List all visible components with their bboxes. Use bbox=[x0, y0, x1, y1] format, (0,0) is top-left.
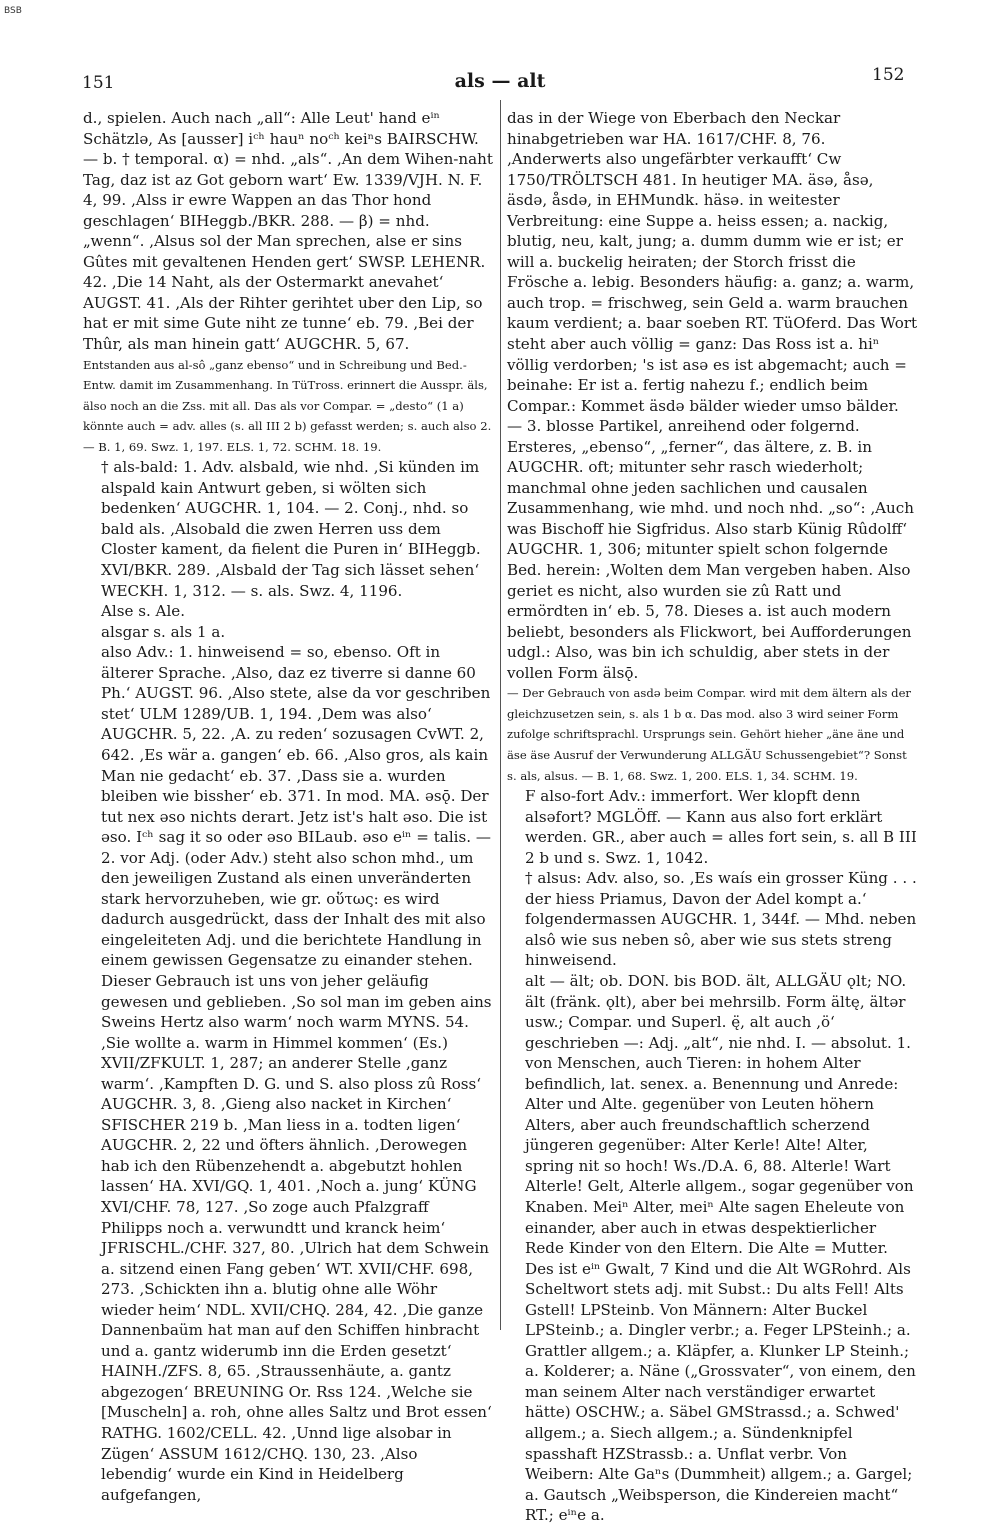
library-stamp: BSB bbox=[4, 6, 22, 16]
right-column bbox=[507, 108, 918, 1526]
dictionary-entry: † alsus: Adv. also, so. ‚Es waís ein grosser Küng . . . der hiess Priamus, Davon der Adel kompt a.‘ folgendermassen AUGCHR. 1, 344f. — Mhd. neben alsô wie sus neben sô, aber wie sus stets streng hinweisend. bbox=[525, 869, 917, 970]
dictionary-entry: alsgar s. als 1 a. bbox=[101, 622, 226, 641]
remark-paragraph: Entstanden aus al-sô „ganz ebenso“ und in Schreibung und Bed.-Entw. damit im Zusammenhang. In TüTross. erinnert die Ausspr. äls, älso noch an die Zss. mit all. Das als vor Compar. = „desto“ (1 a) könnte auch = adv. alles (s. all III 2 b) gefasst werden; s. auch also 2. — B. 1, 69. Swz. 1, 197. ELS. 1, 72. SCHM. 18. 19. bbox=[83, 357, 492, 454]
page-number-right: 152 bbox=[872, 65, 905, 85]
dictionary-entry: also Adv.: 1. hinweisend = so, ebenso. Oft in älterer Sprache. ‚Also, daz ez tiverre si danne 60 Ph.‘ AUGST. 96. ‚Also stete, alse da vor geschriben stet‘ ULM 1289/UB. 1, 194. ‚Dem was also‘ AUGCHR. 5, 22. ‚A. zu reden‘ sozusagen CvWT. 2, 642. ‚Es wär a. gangen‘ eb. 66. ‚Also gros, als kain Man nie gedacht‘ eb. 37. ‚Dass sie a. wurden bleiben wie bissher‘ eb. 371. In mod. MA. əsǭ. Der tut nex əso nichts derart. Jetz ist's halt əso. Die ist əso. Iᶜʰ sag it so oder əso BILaub. əso eⁱⁿ = talis. — 2. vor Adj. (oder Adv.) steht also schon mhd., um den jeweiligen Zustand als einen unveränderten stark hervorzuheben, wie gr. οὕτως: es wird dadurch ausgedrückt, dass der Inhalt des mit also eingeleiteten Adj. und die berichtete Handlung in einem gewissen Gegensatze zu einander stehen. Dieser Gebrauch ist uns von jeher geläufig gewesen und geblieben. ‚So sol man im geben ains Sweins Hertz also warm‘ noch warm MYNS. 54. ‚Sie wollte a. warm in Himmel kommen‘ (Es.) XVII/ZFKULT. 1, 287; an anderer Stelle ‚ganz warm‘. ‚Kampften D. G. und S. also ploss zû Ross‘ AUGCHR. 3, 8. ‚Gieng also nacket in Kirchen‘ SFISCHER 219 b. ‚Man liess in a. todten ligen‘ AUGCHR. 2, 22 und öfters ähnlich. ‚Derowegen hab ich den Rübenzehendt a. abgebutzt hohlen lassen‘ HA. XVI/GQ. 1, 401. ‚Noch a. jung‘ KÜNG XVI/CHF. 78, 127. ‚So zoge auch Pfalzgraff Philipps noch a. verwundtt und kranck heim‘ JFRISCHL./CHF. 327, 80. ‚Ulrich hat dem Schwein a. sitzend einen Fang geben‘ WT. XVII/CHF. 698, 273. ‚Schickten ihn a. blutig ohne alle Wöhr wieder heim‘ NDL. XVII/CHQ. 284, 42. ‚Die ganze Dannenbaüm hat man auf den Schiffen hinbracht und a. gantz widerumb inn die Erden gesetzt‘ HAINH./ZFS. 8, 65. ‚Straussenhäute, a. gantz abgezogen‘ BREUNING Or. Rss 124. ‚Welche sie [Muscheln] a. roh, ohne alles Saltz und Brot essen‘ RATHG. 1602/CELL. 42. ‚Unnd lige alsobar in Zügen‘ ASSUM 1612/CHQ. 130, 23. ‚Also lebendig‘ wurde ein Kind in Heidelberg aufgefangen, bbox=[101, 643, 492, 1504]
page-number-left: 151 bbox=[82, 73, 115, 93]
dictionary-entry: F also-fort Adv.: immerfort. Wer klopft denn alsəfort? MGLÖff. — Kann aus also fort erklärt werden. GR., aber auch = alles fort sein, s. all B III 2 b und s. Swz. 1, 1042. bbox=[525, 787, 917, 867]
dictionary-entry: † als-bald: 1. Adv. alsbald, wie nhd. ‚Si künden im alspald kain Antwurt geben, si wölten sich bedenken‘ AUGCHR. 1, 104. — 2. Conj., nhd. so bald als. ‚Alsobald die zwen Herren uss dem Closter kament, da fielent die Puren in‘ BIHeggb. XVI/BKR. 289. ‚Alsbald der Tag sich lässet sehen‘ WECKH. 1, 312. — s. als. Swz. 4, 1196. bbox=[101, 458, 481, 600]
column-divider bbox=[500, 100, 501, 1330]
dictionary-entry: alt — ält; ob. DON. bis BOD. ält, ALLGÄU ǫlt; NO. ält (fränk. ǫlt), aber bei mehrsilb. Form ältę, ältər usw.; Compar. und Superl. ę̈, alt auch ‚ö‘ geschrieben —: Adj. „alt“, nie nhd. I. — absolut. 1. von Menschen, auch Tieren: in hohem Alter befindlich, lat. senex. a. Benennung und Anrede: Alter und Alte. gegenüber von Leuten höhern Alters, aber auch freundschaftlich scherzend jüngeren gegenüber: Alter Kerle! Alte! Alter, spring nit so hoch! Ws./D.A. 6, 88. Alterle! Wart Alterle! Gelt, Alterle allgem., sogar gegenüber von Knaben. Meiⁿ Alter, meiⁿ Alte sagen Eheleute von einander, aber auch in etwas despektierlicher Rede Kinder von den Eltern. Die Alte = Mutter. Des ist eⁱⁿ Gwalt, 7 Kind und die Alt WGRohrd. Als Scheltwort stets adj. mit Subst.: Du alts Fell! Alts Gstell! LPSteinb. Von Männern: Alter Buckel LPSteinb.; a. Dingler verbr.; a. Feger LPSteinh.; a. Grattler allgem.; a. Kläpfer, a. Klunker LP Steinh.; a. Kolderer; a. Näne („Grossvater“, von einem, den man seinem Alter nach verständiger erwartet hätte) OSCHW.; a. Säbel GMStrassd.; a. Schwed' allgem.; a. Siech allgem.; a. Sündenknipfel spasshaft HZStrassb.: a. Unflat verbr. Von Weibern: Alte Gaⁿs (Dummheit) allgem.; a. Gargel; a. Gautsch „Weibsperson, die Kindereien macht“ RT.; eⁱⁿe a. bbox=[525, 971, 916, 1525]
dictionary-entry: Alse s. Ale. bbox=[101, 602, 186, 621]
remark-paragraph: — Der Gebrauch von asdə beim Compar. wird mit dem ältern als der gleichzusetzen sein, s. als 1 b α. Das mod. also 3 wird seiner Form zufolge schriftsprachl. Ursprungs sein. Gehört hieher „äne äne und äse äse Ausruf der Verwunderung ALLGÄU Schussengebiet“? Sonst s. als, alsus. — B. 1, 68. Swz. 1, 200. ELS. 1, 34. SCHM. 19. bbox=[507, 686, 911, 783]
running-head: als — alt bbox=[454, 70, 546, 92]
left-column bbox=[83, 108, 493, 1505]
text-paragraph: das in der Wiege von Eberbach den Neckar hinabgetrieben war HA. 1617/CHF. 8, 76. ‚Anderwerts also ungefärbter verkaufft‘ Cw 1750/TRÖLTSCH 481. In heutiger MA. äsə, åsə, äsdə, åsdə, in EHMundk. häsə. in weitester Verbreitung: eine Suppe a. heiss essen; a. nackig, blutig, neu, kalt, jung; a. dumm dumm wie er ist; er will a. buckelig heiraten; der Storch frisst die Frösche a. lebig. Besonders häufig: a. ganz; a. warm, auch trop. = frischweg, sein Geld a. warm brauchen kaum verdient; a. baar soeben RT. TüOferd. Das Wort steht aber auch völlig = ganz: Das Ross ist a. hiⁿ völlig verdorben; 's ist asə es ist abgemacht; auch = beinahe: Er ist a. fertig nahezu f.; endlich beim Compar.: Kommet äsdə bälder wieder umso bälder. — 3. blosse Partikel, anreihend oder folgernd. Ersteres, „ebenso“, „ferner“, das ältere, z. B. in AUGCHR. oft; mitunter sehr rasch wiederholt; manchmal ohne jeden sachlichen und causalen Zusammenhang, wie mhd. und noch nhd. „so“: ‚Auch was Bischoff hie Sigfridus. Also starb Künig Rûdolff‘ AUGCHR. 1, 306; mitunter spielt schon folgernde Bed. herein: ‚Wolten dem Man vergeben haben. Also geriet es nicht, also wurden sie zû Ratt und ermördten in‘ eb. 5, 78. Dieses a. ist auch modern beliebt, besonders als Flickwort, bei Aufforderungen udgl.: Also, was bin ich schuldig, aber stets in der vollen Form älsǭ. bbox=[507, 109, 918, 682]
text-paragraph: d., spielen. Auch nach „all“: Alle Leut' hand eⁱⁿ Schätzlə, As [ausser] iᶜʰ hauⁿ noᶜʰ keiⁿs BAIRSCHW. — b. † temporal. α) = nhd. „als“. ‚An dem Wihen-naht Tag, daz ist az Got geborn wart‘ Ew. 1339/VJH. N. F. 4, 99. ‚Alss ir ewre Wappen an das Thor hond geschlagen‘ BIHeggb./BKR. 288. — β) = nhd. „wenn“. ‚Alsus sol der Man sprechen, alse er sins Gûtes mit gevaltenen Henden gert‘ SWSP. LEHENR. 42. ‚Die 14 Naht, als der Ostermarkt anevahet‘ AUGST. 41. ‚Als der Rihter gerihtet uber den Lip, so hat er mit sime Gute niht ze tunne‘ eb. 79. ‚Bei der Thûr, als man hinein gatt‘ AUGCHR. 5, 67. bbox=[83, 109, 493, 354]
